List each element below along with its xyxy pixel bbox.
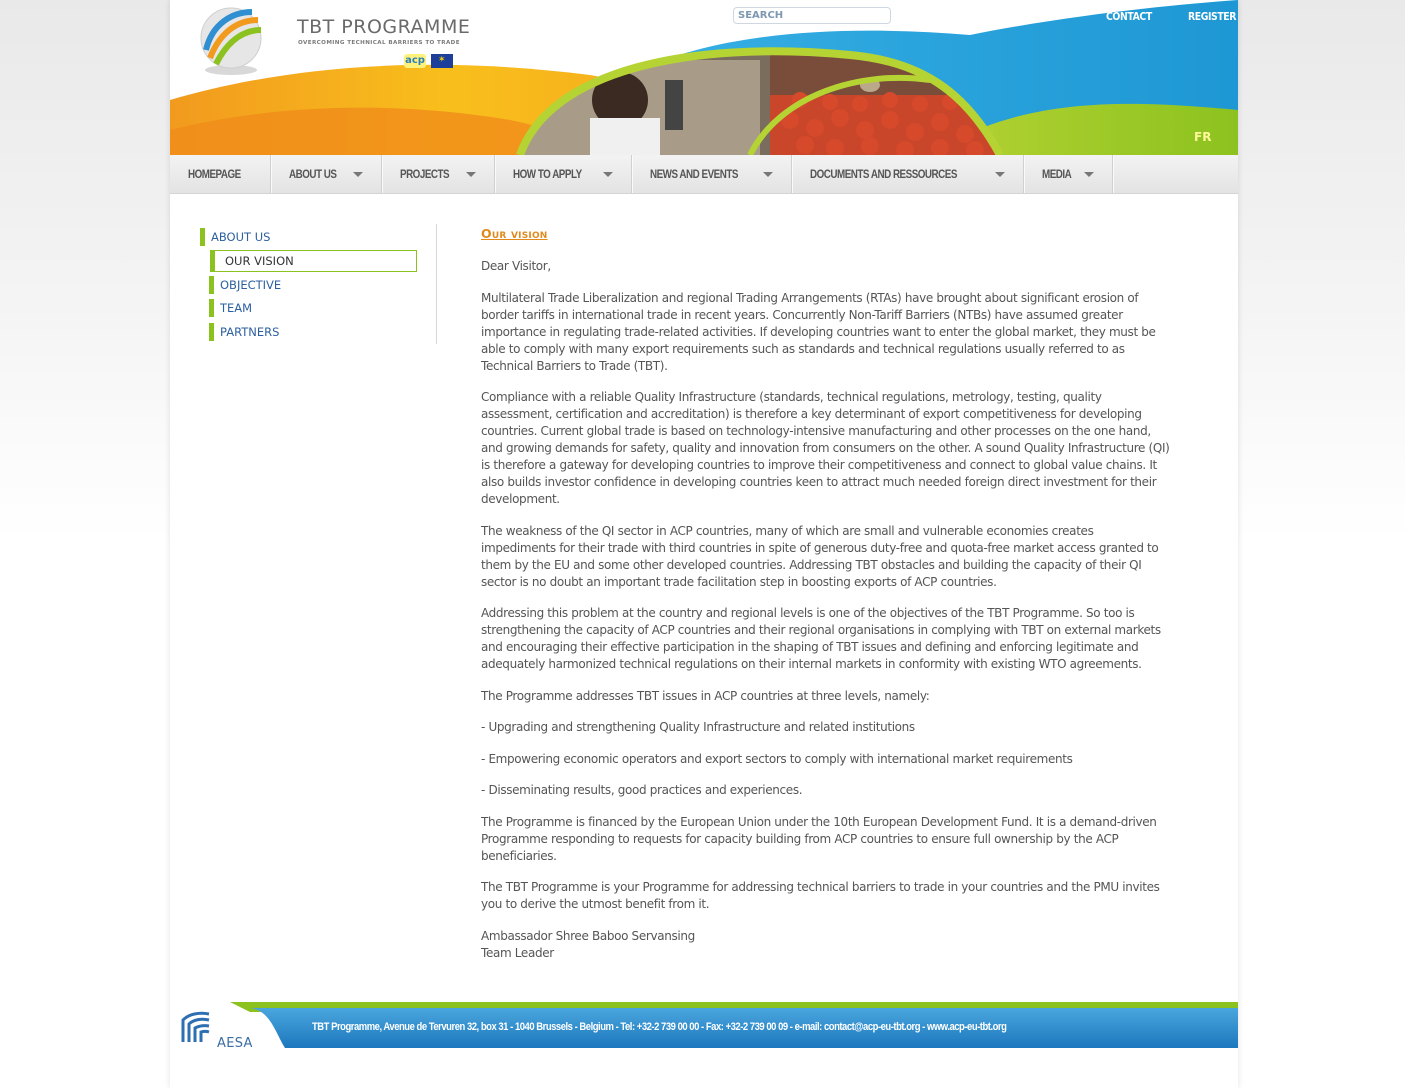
chevron-down-icon bbox=[353, 172, 363, 177]
language-switch-fr[interactable]: FR bbox=[1194, 130, 1212, 144]
nav-item-homepage[interactable] bbox=[170, 155, 271, 193]
globe-logo-icon bbox=[198, 4, 268, 79]
sidebar-item-label: ABOUT US bbox=[211, 230, 271, 244]
chevron-down-icon bbox=[603, 172, 613, 177]
footer-address: TBT Programme, Avenue de Tervuren 32, box 31 - 1040 Brussels - Belgium - Tel: +32-2 739 00 00 - Fax: +32-2 739 00 09 - e-mail: contact@acp-eu-tbt.org - www.acp-eu-tbt.org bbox=[312, 1021, 1007, 1033]
paragraph-greeting: Dear Visitor, bbox=[481, 259, 551, 273]
contact-link[interactable]: CONTACT bbox=[1106, 10, 1152, 23]
nav-item-label: PROJECTS bbox=[400, 167, 450, 181]
signature-name: Ambassador Shree Baboo Servansing bbox=[481, 928, 695, 943]
top-links bbox=[1106, 10, 1238, 23]
nav-item-label: NEWS AND EVENTS bbox=[649, 167, 738, 181]
tbt-logo[interactable] bbox=[198, 4, 471, 79]
sidebar-item-label: OUR VISION bbox=[225, 254, 294, 268]
paragraph: The weakness of the QI sector in ACP countries, many of which are small and vulnerable economies creates impediments for their trade with third countries in spite of generous duty-free and quota-free market access granted to them by the EU and some other developed countries. Addressing TBT obstacles and building the capacity of their QI sector is no doubt an important trade facilitation step in boosting exports of ACP countries. bbox=[481, 523, 1159, 589]
page-title: Our vision bbox=[481, 226, 548, 241]
sidebar-item-team[interactable] bbox=[209, 299, 252, 317]
paragraph: The Programme is financed by the European Union under the 10th European Development Fund. It is a demand-driven Programme responding to requests for capacity building from ACP countries to ensure full ownership by the ACP beneficiaries. bbox=[481, 814, 1157, 863]
partner-logos bbox=[404, 54, 453, 70]
sidebar-item-label: PARTNERS bbox=[220, 325, 280, 339]
eu-flag-icon bbox=[431, 54, 453, 68]
site-header bbox=[170, 0, 1238, 155]
sidebar-item-label: OBJECTIVE bbox=[220, 278, 282, 292]
nav-item-documents-and-ressources[interactable] bbox=[792, 155, 1024, 193]
nav-item-about-us[interactable] bbox=[271, 155, 382, 193]
list-item: - Disseminating results, good practices and experiences. bbox=[481, 783, 803, 797]
page-container bbox=[170, 0, 1238, 1088]
aesa-logo[interactable] bbox=[181, 1010, 266, 1046]
nav-item-media[interactable] bbox=[1024, 155, 1113, 193]
paragraph: The Programme addresses TBT issues in ACP countries at three levels, namely: bbox=[481, 688, 930, 703]
sidebar-item-our-vision[interactable] bbox=[210, 250, 417, 272]
signature-title: Team Leader bbox=[481, 945, 554, 960]
nav-item-label: HOMEPAGE bbox=[188, 167, 241, 181]
sidebar-item-partners[interactable] bbox=[209, 323, 279, 341]
chevron-down-icon bbox=[466, 172, 476, 177]
nav-item-label: HOW TO APPLY bbox=[513, 167, 582, 181]
nav-item-how-to-apply[interactable] bbox=[495, 155, 632, 193]
logo-title: TBT PROGRAMME bbox=[297, 16, 471, 38]
search-input[interactable] bbox=[733, 7, 891, 24]
paragraph: Addressing this problem at the country and regional levels is one of the objectives of the TBT Programme. So too is strengthening the capacity of ACP countries and their regional organisations in complying with TBT on external markets and encouraging their effective participation in the shaping of TBT issues and defining and enforcing legitimate and adequately harmonized technical regulations on their internal markets in conformity with existing WTO agreements. bbox=[481, 606, 1161, 671]
nav-item-news-and-events[interactable] bbox=[632, 155, 792, 193]
sidebar-item-objective[interactable] bbox=[209, 276, 281, 294]
logo-subtitle: OVERCOMING TECHNICAL BARRIERS TO TRADE bbox=[298, 40, 460, 46]
paragraph: The TBT Programme is your Programme for addressing technical barriers to trade in your countries and the PMU invites you to derive the utmost benefit from it. bbox=[481, 880, 1160, 911]
chevron-down-icon bbox=[763, 172, 773, 177]
chevron-down-icon bbox=[995, 172, 1005, 177]
acp-logo: acp bbox=[405, 55, 425, 66]
register-link[interactable]: REGISTER bbox=[1187, 10, 1236, 23]
list-item: - Empowering economic operators and export sectors to comply with international market requirements bbox=[481, 751, 1073, 766]
main-navigation bbox=[170, 155, 1238, 194]
sidebar-item-label: TEAM bbox=[220, 301, 253, 315]
search-icon[interactable] bbox=[899, 6, 919, 26]
site-footer bbox=[170, 1002, 1238, 1048]
nav-item-label: DOCUMENTS AND RESSOURCES bbox=[810, 167, 957, 181]
nav-item-label: ABOUT US bbox=[289, 167, 337, 181]
sidebar-item-about-us[interactable] bbox=[200, 228, 270, 246]
aesa-logo-icon bbox=[181, 1010, 211, 1044]
chevron-down-icon bbox=[1084, 172, 1094, 177]
paragraph: Multilateral Trade Liberalization and regional Trading Arrangements (RTAs) have brought about significant erosion of border tariffs in international trade in recent years. Concurrently Non-Tariff Barriers (NTBs) have assumed greater importance in regulating trade-related activities. If developing countries want to enter the global market, they must be able to comply with many export requirements such as standards and technical regulations usually referred to as Technical Barriers to Trade (TBT). bbox=[481, 290, 1156, 373]
main-content bbox=[481, 226, 1171, 962]
list-item: - Upgrading and strengthening Quality Infrastructure and related institutions bbox=[481, 720, 915, 734]
aesa-logo-text: AESA bbox=[217, 1036, 253, 1048]
sidebar-menu bbox=[200, 224, 437, 344]
paragraph: Compliance with a reliable Quality Infrastructure (standards, technical regulations, metrology, testing, quality assessment, certification and accreditation) is therefore a key determinant of export competitiveness for developing countries. Current global trade is based on technology-intensive manufacturing and other processes on the one hand, and growing demands for safety, quality and innovation from consumers on the other. A sound Quality Infrastructure (QI) is therefore a gateway for developing countries to improve their competitiveness and connect to global value chains. It also builds investor confidence in developing countries keen to attract much needed foreign direct investment for their development. bbox=[481, 390, 1170, 506]
nav-item-label: MEDIA bbox=[1042, 167, 1072, 181]
nav-item-projects[interactable] bbox=[382, 155, 495, 193]
